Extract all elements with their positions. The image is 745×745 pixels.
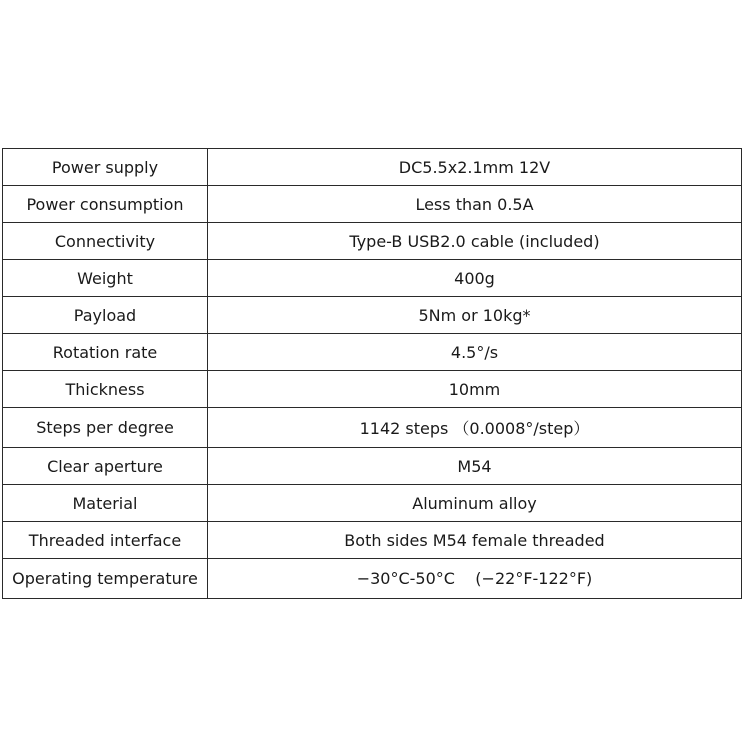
table-row bbox=[3, 485, 742, 522]
table-row bbox=[3, 448, 742, 485]
spec-label: Weight bbox=[3, 260, 208, 297]
spec-label: Steps per degree bbox=[3, 408, 208, 448]
spec-table bbox=[2, 148, 742, 599]
spec-value: 4.5°/s bbox=[208, 334, 742, 371]
spec-label: Connectivity bbox=[3, 223, 208, 260]
spec-label: Threaded interface bbox=[3, 522, 208, 559]
spec-value: 1142 steps （0.0008°/step） bbox=[208, 408, 742, 448]
spec-table-body bbox=[3, 149, 742, 599]
table-row bbox=[3, 223, 742, 260]
table-row bbox=[3, 371, 742, 408]
spec-value: 400g bbox=[208, 260, 742, 297]
spec-value: 5Nm or 10kg* bbox=[208, 297, 742, 334]
spec-label: Rotation rate bbox=[3, 334, 208, 371]
table-row bbox=[3, 149, 742, 186]
table-row bbox=[3, 334, 742, 371]
spec-value: Both sides M54 female threaded bbox=[208, 522, 742, 559]
table-row bbox=[3, 522, 742, 559]
spec-label: Clear aperture bbox=[3, 448, 208, 485]
spec-label: Power consumption bbox=[3, 186, 208, 223]
spec-value: Type-B USB2.0 cable (included) bbox=[208, 223, 742, 260]
spec-label: Payload bbox=[3, 297, 208, 334]
spec-value: −30°C-50°C (−22°F-122°F) bbox=[208, 559, 742, 599]
table-row bbox=[3, 260, 742, 297]
spec-value: 10mm bbox=[208, 371, 742, 408]
spec-label: Material bbox=[3, 485, 208, 522]
spec-value: M54 bbox=[208, 448, 742, 485]
spec-value: Less than 0.5A bbox=[208, 186, 742, 223]
table-row bbox=[3, 559, 742, 599]
spec-value: Aluminum alloy bbox=[208, 485, 742, 522]
spec-label: Power supply bbox=[3, 149, 208, 186]
table-row bbox=[3, 408, 742, 448]
spec-label: Thickness bbox=[3, 371, 208, 408]
table-row bbox=[3, 297, 742, 334]
table-row bbox=[3, 186, 742, 223]
spec-value: DC5.5x2.1mm 12V bbox=[208, 149, 742, 186]
spec-label: Operating temperature bbox=[3, 559, 208, 599]
